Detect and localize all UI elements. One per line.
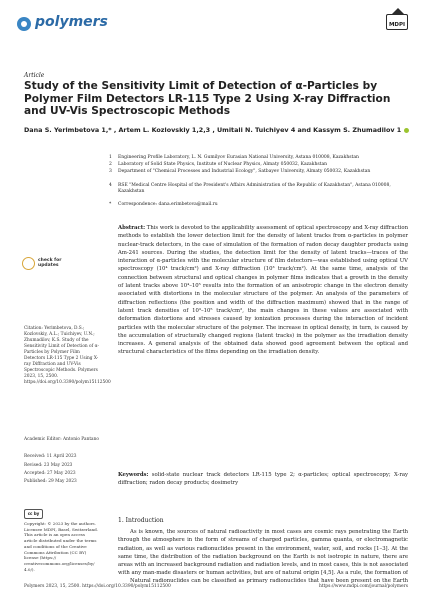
journal-logo-inner (21, 21, 27, 27)
section-heading-introduction: 1. Introduction (118, 517, 164, 524)
affiliation-text: Laboratory of Solid State Physics, Institute of Nuclear Physics, Almaty 050032, Kazakhstan (118, 162, 328, 167)
keywords-label: Keywords: (118, 472, 149, 478)
affiliation-text: Engineering Profile Laboratory, L. N. Gumilyov Eurasian National University, Astana 010008, Kazakhstan (118, 155, 359, 160)
orcid-icon[interactable] (404, 128, 409, 133)
abstract-text: This work is devoted to the applicability assessment of optical spectroscopy and X-ray diffraction methods to establish the lower detection limit for the density of latent tracks from α-particles in polymer nuclear-track detectors, in the case of simulation of the formation of radon decay daughter products using Am-241 sources. During the studies, the detection limit for the density of latent tracks—traces of the interaction of α-particles with the molecular structure of film detectors—was established using optical UV spectroscopy (10⁴ track/cm²) and X-ray diffraction (10³ track/cm²). At the same time, analysis of the connection between structural and optical changes in polymer films indicates that a growth in the density of latent tracks above 10⁴–10⁵ results into the formation of an anisotropic change in the electron density associated with distortions in the molecular structure of the polymer. An analysis of the parameters of diffraction reflections (the position and width of the diffraction maximum) showed that in the range of latent track densities of 10³–10⁵ track/cm², the main changes in these values are associated with deformation distortions and stresses caused by ionization processes during the interaction of incident particles with the molecular structure of the polymer. The increase in optical density, in turn, is caused by the accumulation of structurally changed regions (latent tracks) in the polymer as the irradiation density increases. A general analysis of the obtained data showed good agreement between the optical and structural characteristics of the films depending on the irradiation density. (118, 225, 408, 356)
journal-name[interactable]: polymers (35, 14, 108, 30)
date-revised: Revised: 23 May 2023 (24, 463, 73, 468)
affiliation-number: 1 (109, 155, 112, 160)
affiliation-1 (109, 155, 408, 161)
affiliation-text: RSE "Medical Centre Hospital of the President's Affairs Administration of the Republic of Kazakhstan", Astana 010008, Kazakhstan (118, 183, 391, 195)
citation: Citation: Yerimbetova, D.S.; Kozlovskiy, A.L.; Tuichiyev, U.N.; Zhumadilov, K.S. Study of the Sensitivity Limit of Detection of α-Particles by Polymer Film Detectors LR-115 Type 2 Using X-ray Diffraction and UV-Vis Spectroscopic Methods. Polymers 2023, 15, 2500. https://doi.org/10.3390/polym15112500 (24, 326, 111, 385)
correspondence-text[interactable]: Correspondence: dana.erimbetova@mail.ru (118, 202, 218, 207)
affiliation-2 (109, 162, 408, 168)
cc-by-license-badge[interactable]: cc by (24, 509, 43, 519)
footer-journal-link[interactable]: https://www.mdpi.com/journal/polymers (318, 584, 408, 589)
check-updates-label[interactable]: check for updates (38, 258, 62, 269)
affiliation-3 (109, 169, 408, 175)
intro-paragraph-1: As is known, the sources of natural radioactivity in most cases are cosmic rays penetrating the Earth through the atmosphere in the form of streams of charged particles, gamma quanta, or electromagnetic radiation, as well as various radionuclides present in the environment, water, soil, and rocks [1–3]. At the same time, the distribution of the radiation background on the Earth is not isotropic in nature, there are areas with an increased background radiation and radiation levels, and in most cases, this is not associated with any man-made disasters or human activities, but are of natural origin [4,5]. As a rule, the formation of (118, 529, 408, 576)
affiliation-number: 3 (109, 169, 112, 174)
keywords (118, 471, 408, 488)
affiliation-number: 4 (109, 183, 112, 188)
affiliation-4 (109, 183, 408, 196)
mdpi-logo[interactable]: MDPI (386, 14, 408, 30)
copyright-notice: Copyright: © 2023 by the authors. Licensee MDPI, Basel, Switzerland. This article is an open access article distributed under the terms and conditions of the Creative Commons Attribution (CC BY) license (https:// creativecommons.org/licenses/by/ 4.0/). (24, 521, 99, 572)
paper-title: Study of the Sensitivity Limit of Detection of α-Particles by Polymer Film Detectors LR-115 Type 2 Using X-ray Diffraction and UV-Vis Spectroscopic Methods (24, 80, 391, 118)
date-published: Published: 29 May 2023 (24, 479, 77, 484)
academic-editor: Academic Editor: Antonio Pantano (24, 437, 99, 442)
correspondence (109, 202, 408, 208)
authors-text: Dana S. Yerimbetova 1,* , Artem L. Kozlovskiy 1,2,3 , Umitali N. Tuichiyev 4 and Kassym S. Zhumadilov 1 (24, 126, 402, 134)
keywords-text: solid-state nuclear track detectors LR-115 type 2; α-particles; optical spectroscopy; X-ray diffraction; radon decay products; dosimetry (118, 472, 409, 487)
footer-citation[interactable]: Polymers 2023, 15, 2500. https://doi.org/10.3390/polym15112500 (24, 584, 171, 589)
abstract (118, 224, 408, 357)
affiliation-number: * (109, 202, 112, 207)
article-type: Article (24, 72, 45, 79)
author-list (24, 126, 409, 134)
date-accepted: Accepted: 27 May 2023 (24, 471, 76, 476)
abstract-label: Abstract: (118, 225, 146, 231)
date-received: Received: 11 April 2023 (24, 454, 77, 459)
affiliation-text: Department of "Chemical Processes and Industrial Ecology", Satbayev University, Almaty 050032, Kazakhstan (118, 169, 371, 174)
intro-paragraph-2: Natural radionuclides can be classified as primary radionuclides that have been present on the Earth (130, 578, 408, 584)
affiliation-number: 2 (109, 162, 112, 167)
check-updates-icon[interactable] (22, 257, 35, 270)
